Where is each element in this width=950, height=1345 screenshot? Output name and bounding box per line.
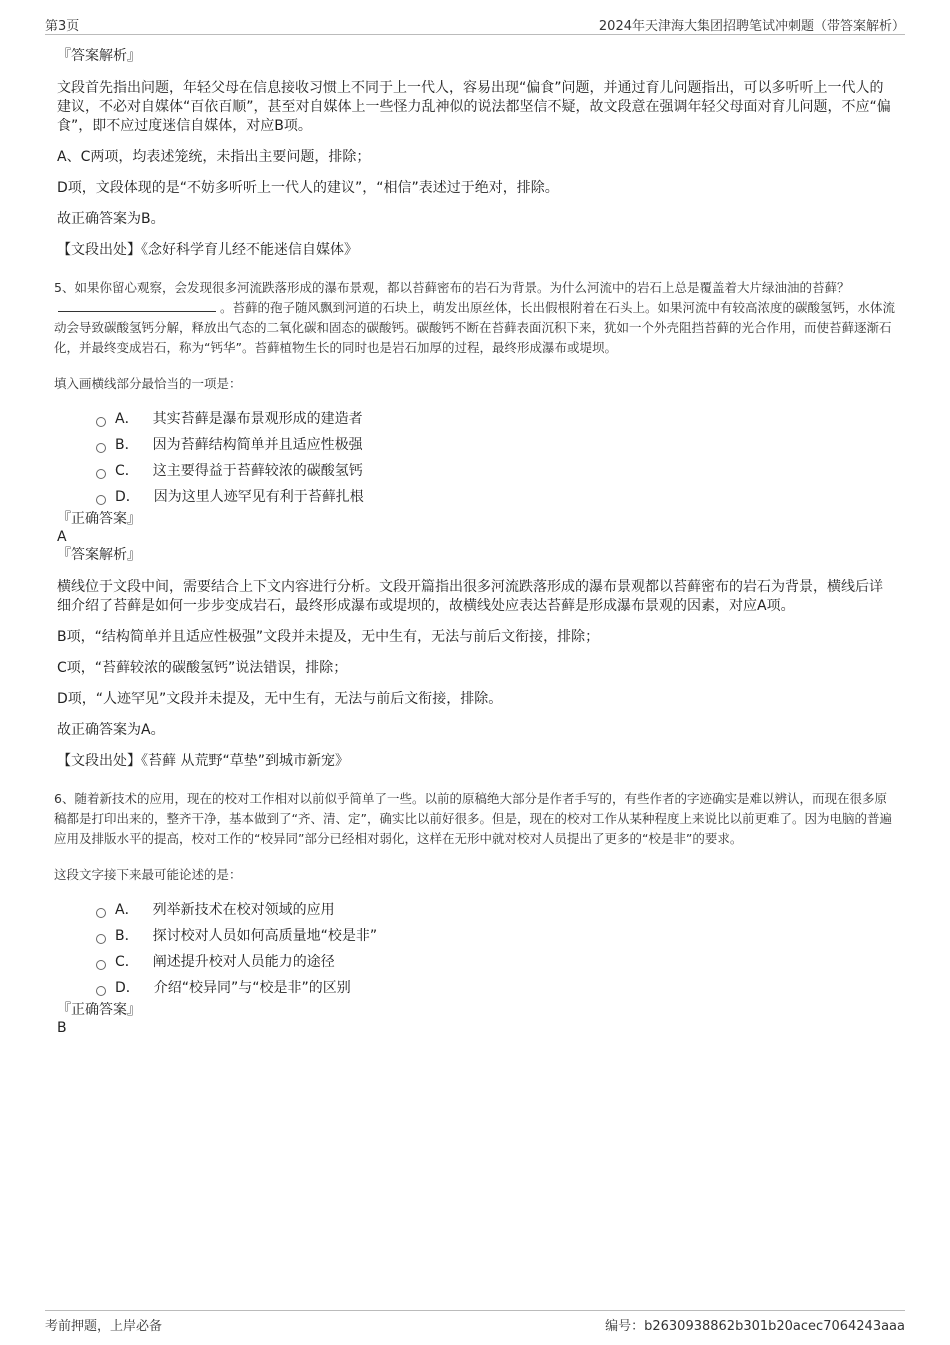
radio-icon[interactable] — [96, 469, 106, 479]
radio-icon[interactable] — [96, 960, 106, 970]
q6-answer: B — [57, 1020, 67, 1036]
q5-question — [54, 278, 895, 358]
q5-note-c: C项，“苔藓较浓的碳酸氢钙”说法错误，排除； — [57, 660, 348, 676]
q6-prompt: 这段文字接下来最可能论述的是： — [54, 867, 242, 882]
q5-text-after: 。苔藓的孢子随风飘到河道的石块上，萌发出原丝体，长出假根附着在石头上。如果河流中有较高浓度的碳酸氢钙，水体流动会导致碳酸氢钙分解，释放出气态的二氧化碳和固态的碳酸钙。碳酸钙不断在苔藓表面沉积下来，犹如一个外壳阻挡苔藓的光合作用，而使苔藓逐渐石化，并最终变成岩石，称为“钙华”。苔藓植物生长的同时也是岩石加厚的过程，最终形成瀑布或堤坝。 — [54, 300, 896, 355]
q5-answer: A — [57, 529, 67, 545]
q6-option-c[interactable]: C． 阐述提升校对人员能力的途径 — [96, 949, 895, 975]
q5-option-a[interactable]: A． 其实苔藓是瀑布景观形成的建造者 — [96, 406, 895, 432]
q5-answer-label: 『正确答案』 — [57, 511, 141, 527]
q5-note-d: D项，“人迹罕见”文段并未提及，无中生有，无法与前后文衔接，排除。 — [57, 691, 503, 707]
q4-note-d: D项，文段体现的是“不妨多听听上一代人的建议”，“相信”表述过于绝对，排除。 — [57, 180, 559, 196]
q4-conclusion: 故正确答案为B。 — [57, 211, 165, 227]
q5-prompt: 填入画横线部分最恰当的一项是： — [54, 376, 242, 391]
q6-option-d[interactable]: D． 介绍“校异同”与“校是非”的区别 — [96, 975, 895, 1001]
q5-option-c[interactable]: C． 这主要得益于苔藓较浓的碳酸氢钙 — [96, 458, 895, 484]
page-number: 第3页 — [45, 19, 80, 34]
q5-conclusion: 故正确答案为A。 — [57, 722, 165, 738]
q5-analysis-label: 『答案解析』 — [57, 547, 141, 563]
q5-blank — [58, 299, 216, 312]
q4-analysis-label: 『答案解析』 — [57, 48, 141, 64]
q5-source: 【文段出处】《苔藓 从荒野“草垫”到城市新宠》 — [57, 753, 349, 769]
q5-text-before: 5、如果你留心观察，会发现很多河流跌落形成的瀑布景观，都以苔藓密布的岩石为背景。为什么河流中的岩石上总是覆盖着大片绿油油的苔藓？ — [54, 280, 850, 295]
document-body — [54, 47, 896, 1037]
page-header — [45, 12, 905, 35]
radio-icon[interactable] — [96, 495, 106, 505]
document-id: 编号：b2630938862b301b20acec7064243aaa — [605, 1319, 905, 1334]
radio-icon[interactable] — [96, 417, 106, 427]
q6-question: 6、随着新技术的应用，现在的校对工作相对以前似乎简单了一些。以前的原稿绝大部分是作者手写的，有些作者的字迹确实是难以辨认，而现在很多原稿都是打印出来的，整齐干净，基本做到了“齐、清、定”，确实比以前好很多。但是，现在的校对工作从某种程度上来说比以前更难了。因为电脑的普遍应用及排版水平的提高，校对工作的“校异同”部分已经相对弱化，这样在无形中就对校对人员提出了更多的“校是非”的要求。 — [54, 791, 892, 846]
q5-option-b[interactable]: B． 因为苔藓结构简单并且适应性极强 — [96, 432, 895, 458]
q6-options — [96, 897, 895, 1001]
q4-source: 【文段出处】《念好科学育儿经不能迷信自媒体》 — [57, 242, 358, 258]
q5-option-d[interactable]: D． 因为这里人迹罕见有利于苔藓扎根 — [96, 484, 895, 510]
radio-icon[interactable] — [96, 908, 106, 918]
footer-slogan: 考前押题，上岸必备 — [45, 1319, 163, 1334]
radio-icon[interactable] — [96, 934, 106, 944]
q4-note-ac: A、C两项，均表述笼统，未指出主要问题，排除； — [57, 149, 371, 165]
radio-icon[interactable] — [96, 986, 106, 996]
q5-analysis-text: 横线位于文段中间，需要结合上下文内容进行分析。文段开篇指出很多河流跌落形成的瀑布景观都以苔藓密布的岩石为背景，横线后详细介绍了苔藓是如何一步步变成岩石，最终形成瀑布或堤坝的，故横线处应表达苔藓是形成瀑布景观的因素，对应A项。 — [57, 579, 883, 614]
radio-icon[interactable] — [96, 443, 106, 453]
q5-options — [96, 406, 895, 510]
q5-note-b: B项，“结构简单并且适应性极强”文段并未提及，无中生有，无法与前后文衔接，排除； — [57, 629, 600, 645]
q6-answer-label: 『正确答案』 — [57, 1002, 141, 1018]
document-title: 2024年天津海大集团招聘笔试冲刺题（带答案解析） — [598, 19, 905, 34]
q4-analysis-text: 文段首先指出问题，年轻父母在信息接收习惯上不同于上一代人，容易出现“偏食”问题，并通过育儿问题指出，可以多听听上一代人的建议，不必对自媒体“百依百顺”，甚至对自媒体上一些怪力乱神似的说法都坚信不疑，故文段意在强调年轻父母面对育儿问题，不应“偏食”，即不应过度迷信自媒体，对应B项。 — [57, 80, 891, 134]
q6-option-b[interactable]: B． 探讨校对人员如何高质量地“校是非” — [96, 923, 895, 949]
q6-option-a[interactable]: A． 列举新技术在校对领域的应用 — [96, 897, 895, 923]
page-footer — [45, 1310, 905, 1335]
